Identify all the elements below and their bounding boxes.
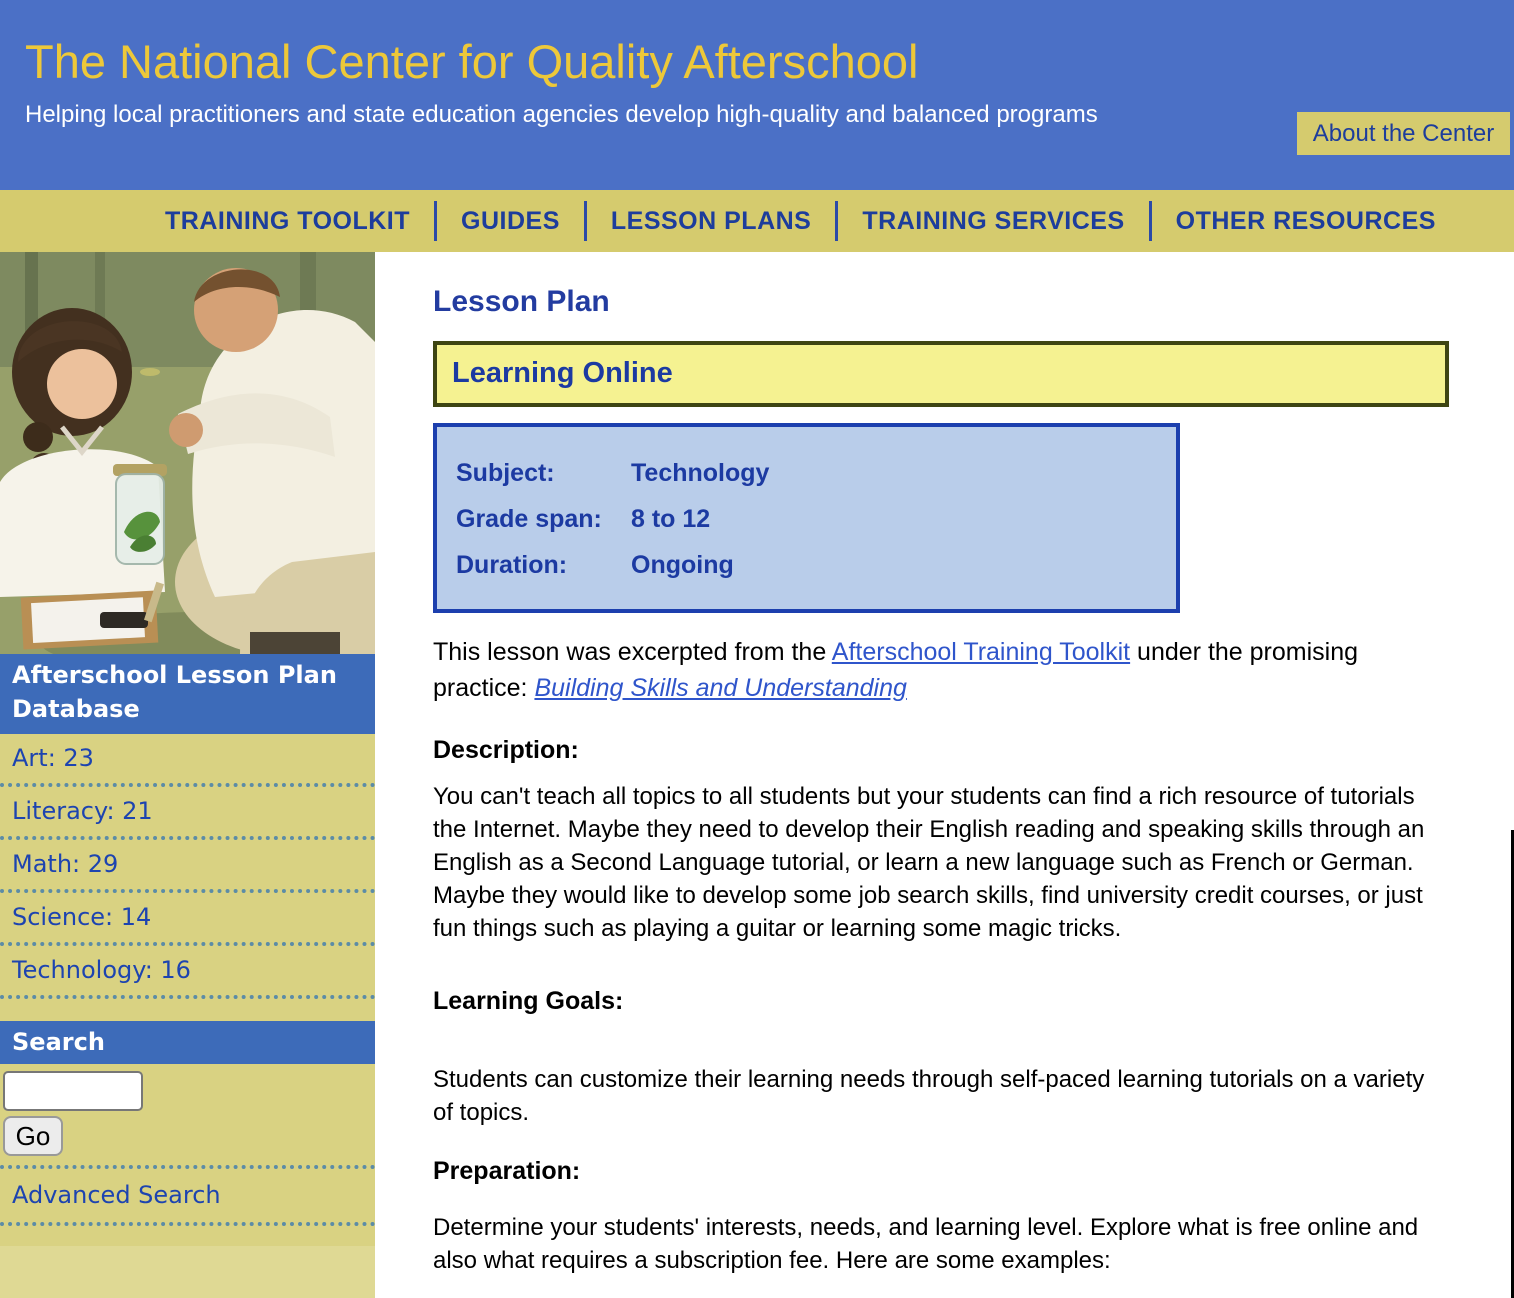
nav-divider xyxy=(1149,201,1152,241)
category-list xyxy=(0,734,375,999)
excerpt-text-before: This lesson was excerpted from the xyxy=(433,638,832,666)
grade-span-value: 8 to 12 xyxy=(631,505,711,533)
list-item xyxy=(0,840,375,893)
sidebar-photo xyxy=(0,252,375,654)
grade-span-label: Grade span: xyxy=(456,505,602,533)
subject-value: Technology xyxy=(631,459,770,487)
site-title: The National Center for Quality Afterschool xyxy=(25,35,919,88)
description-heading: Description: xyxy=(433,736,579,764)
search-area xyxy=(0,1064,375,1156)
meta-row-grade-span xyxy=(456,496,1166,542)
nav-item-lesson-plans[interactable]: LESSON PLANS xyxy=(610,206,812,235)
duration-label: Duration: xyxy=(456,551,568,579)
meta-row-duration xyxy=(456,542,1166,588)
main-content xyxy=(375,252,1514,1298)
subject-label: Subject: xyxy=(456,459,555,487)
preparation-heading: Preparation: xyxy=(433,1157,581,1185)
learning-goals-body: Students can customize their learning needs through self-paced learning tutorials on a variety of topics. xyxy=(433,1066,1425,1126)
sidebar-filler xyxy=(0,1246,375,1298)
photo-illustration xyxy=(0,252,375,654)
site-header xyxy=(0,0,1514,190)
main-nav xyxy=(0,190,1514,252)
category-link-literacy[interactable]: Literacy: 21 xyxy=(12,797,153,825)
category-link-math[interactable]: Math: 29 xyxy=(12,850,119,878)
list-item xyxy=(0,734,375,787)
lesson-plan-database-title: Afterschool Lesson Plan Database xyxy=(0,654,375,734)
nav-item-training-services[interactable]: TRAINING SERVICES xyxy=(862,206,1125,235)
meta-row-subject xyxy=(456,450,1166,496)
preparation-body: Determine your students' interests, needs, and learning level. Explore what is free online and also what requires a subscription fee. Here are some examples: xyxy=(433,1214,1419,1274)
learning-goals-heading: Learning Goals: xyxy=(433,987,624,1015)
nav-item-other-resources[interactable]: OTHER RESOURCES xyxy=(1175,206,1436,235)
sidebar xyxy=(0,252,375,1298)
category-link-technology[interactable]: Technology: 16 xyxy=(12,956,191,984)
about-the-center-button[interactable]: About the Center xyxy=(1297,112,1510,155)
lesson-meta-box xyxy=(433,423,1180,613)
excerpt-text-middle: under the promising practice: xyxy=(433,638,1359,702)
excerpt-paragraph xyxy=(433,634,1449,706)
description-body: You can't teach all topics to all students but your students can find a rich resource of tutorials the Internet. Maybe they need to develop their English reading and speaking skills through an English as a Second Language tutorial, or learn a new language such as French or German. Maybe they would like to develop some job search skills, find university credit courses, or just fun things such as playing a guitar or learning some magic tricks. xyxy=(433,783,1425,942)
list-item xyxy=(0,893,375,946)
lesson-title-box xyxy=(433,341,1449,407)
nav-divider xyxy=(584,201,587,241)
afterschool-training-toolkit-link[interactable]: Afterschool Training Toolkit xyxy=(831,638,1131,666)
search-go-button[interactable]: Go xyxy=(3,1116,63,1156)
building-skills-link[interactable]: Building Skills and Understanding xyxy=(534,674,907,702)
duration-value: Ongoing xyxy=(631,551,734,579)
category-link-science[interactable]: Science: 14 xyxy=(12,903,152,931)
nav-item-training-toolkit[interactable]: TRAINING TOOLKIT xyxy=(165,206,411,235)
nav-divider xyxy=(835,201,838,241)
advanced-search-link[interactable]: Advanced Search xyxy=(12,1181,221,1209)
site-subtitle: Helping local practitioners and state education agencies develop high-quality and balanced programs xyxy=(25,100,1098,128)
search-input[interactable] xyxy=(3,1071,143,1111)
list-item xyxy=(0,946,375,999)
category-link-art[interactable]: Art: 23 xyxy=(12,744,94,772)
list-item xyxy=(0,787,375,840)
nav-item-guides[interactable]: GUIDES xyxy=(461,206,560,235)
page-title: Lesson Plan xyxy=(433,285,610,318)
nav-divider xyxy=(434,201,437,241)
search-section-title: Search xyxy=(0,1021,375,1064)
lesson-title: Learning Online xyxy=(452,357,673,389)
sidebar-strip xyxy=(0,1226,375,1246)
